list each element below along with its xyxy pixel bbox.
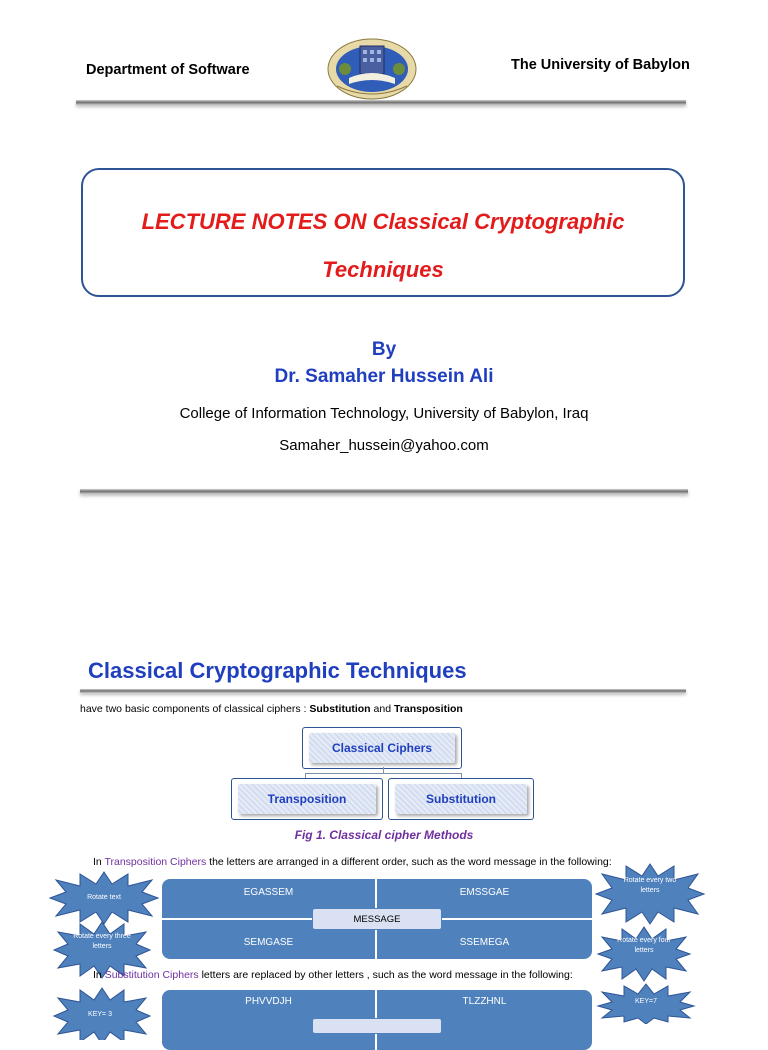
- figure-caption: Fig 1. Classical cipher Methods: [294, 828, 474, 842]
- title-box: [81, 168, 685, 297]
- header-rule: [76, 100, 686, 105]
- transposition-prefix: In: [93, 856, 105, 868]
- diagram-root-node: [302, 727, 462, 769]
- transposition-suffix: the letters are arranged in a different order, such as the word message in the following:: [206, 856, 612, 868]
- diagram-transposition-node: [231, 778, 383, 820]
- diagram-substitution-node: [388, 778, 534, 820]
- star-key-seven: KEY=7: [635, 998, 657, 1005]
- message-center-tag: MESSAGE: [312, 908, 442, 930]
- diagram-root-label: Classical Ciphers: [309, 733, 455, 763]
- affiliation: College of Information Technology, University of Babylon, Iraq: [179, 405, 589, 422]
- substitution-center-tag: [312, 1018, 442, 1034]
- substitution-paragraph: [93, 969, 573, 981]
- transposition-bottom-left: SEMGASE: [243, 937, 294, 948]
- substitution-top-left: PHVVDJH: [245, 996, 292, 1007]
- author-email: Samaher_hussein@yahoo.com: [279, 437, 489, 454]
- transposition-bottom-right: SSEMEGA: [459, 937, 510, 948]
- by-label: By: [371, 339, 397, 360]
- transposition-paragraph: [93, 856, 612, 868]
- intro-text: [80, 703, 463, 715]
- intro-term-substitution: Substitution: [309, 703, 371, 715]
- diagram-substitution-label: Substitution: [395, 784, 527, 814]
- intro-term-transposition: Transposition: [393, 703, 463, 715]
- star-rotate-text: Rotate text: [87, 894, 121, 901]
- intro-and: and: [370, 703, 394, 715]
- lecture-title: [83, 198, 683, 294]
- department-label: Department of Software: [86, 62, 250, 78]
- diagram-transposition-label: Transposition: [238, 784, 376, 814]
- star-rotate-four: Rotate every four letters: [617, 937, 671, 954]
- section-title: Classical Cryptographic Techniques: [88, 658, 467, 683]
- title-rule: [80, 489, 688, 494]
- intro-lead: have two basic components of classical ciphers :: [80, 703, 310, 715]
- star-rotate-three: Rotate every three letters: [73, 933, 131, 950]
- university-label: The University of Babylon: [511, 57, 690, 73]
- substitution-suffix: letters are replaced by other letters , such as the word message in the following:: [198, 969, 573, 981]
- diagram-connector: [305, 773, 461, 774]
- star-key-three: KEY= 3: [88, 1011, 112, 1018]
- substitution-term: Substitution Ciphers: [104, 969, 199, 981]
- section-rule: [80, 689, 686, 693]
- star-rotate-two: Rotate every two letters: [623, 877, 677, 894]
- lecture-title-line1: LECTURE NOTES ON Classical Cryptographic: [141, 209, 625, 234]
- substitution-top-right: TLZZHNL: [462, 996, 507, 1007]
- transposition-top-right: EMSSGAE: [459, 887, 510, 898]
- transposition-term: Transposition Ciphers: [104, 856, 207, 868]
- transposition-top-left: EGASSEM: [243, 887, 294, 898]
- author-name: Dr. Samaher Hussein Ali: [274, 366, 494, 387]
- university-logo: [327, 38, 417, 100]
- substitution-prefix: In: [93, 969, 105, 981]
- lecture-title-line2: Techniques: [322, 257, 444, 282]
